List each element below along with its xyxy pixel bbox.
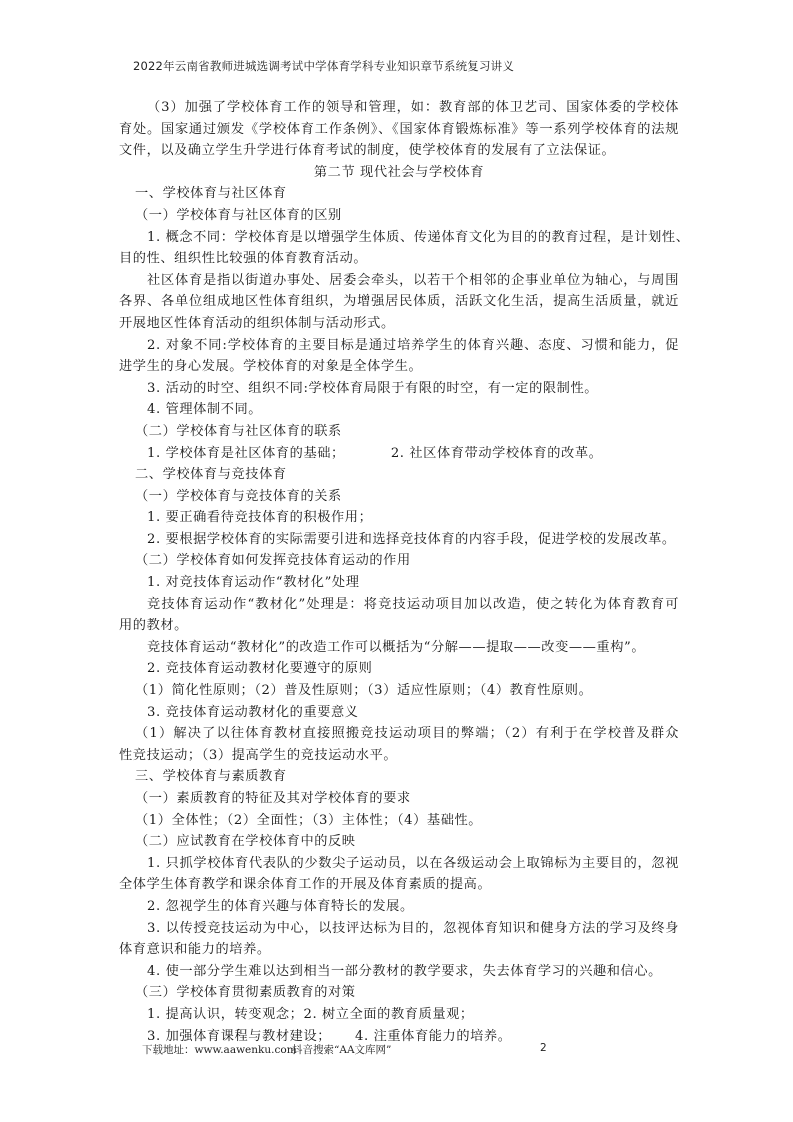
- paragraph-line: 1. 要正确看待竞技体育的积极作用；: [147, 510, 373, 526]
- paragraph-line: 4. 使一部分学生难以达到相当一部分教材的教学要求，失去体育学习的兴趣和信心。: [147, 963, 662, 979]
- paragraph-line: 3. 活动的时空、组织不同:学校体育局限于有限的时空，有一定的限制性。: [147, 380, 599, 396]
- heading-level-2: （一）素质教育的特征及其对学校体育的要求: [135, 791, 411, 806]
- paragraph-line: 1. 概念不同：学校体育是以增强学生体质、传递体育文化为目的的教育过程，是计划性、: [147, 229, 690, 245]
- page-number: 2: [540, 1042, 547, 1054]
- paragraph-line: 开展地区性体育活动的组织体制与活动形式。: [119, 315, 395, 331]
- paragraph-line: （3）加强了学校体育工作的领导和管理，如：教育部的体卫艺司、国家体委的学校体: [147, 100, 679, 115]
- list-item: 3. 加强体育课程与教材建设；: [147, 1028, 332, 1044]
- paragraph-line: 2. 忽视学生的体育兴趣与体育特长的发展。: [147, 898, 414, 914]
- section-title: 第二节 现代社会与学校体育: [313, 164, 485, 180]
- heading-level-1: 一、学校体育与社区体育: [135, 186, 287, 202]
- list-item: 1. 学校体育是社区体育的基础；: [147, 445, 345, 461]
- paragraph-line: [119, 443, 679, 465]
- paragraph-line: 各界、各单位组成地区性体育组织，为增强居民体质，活跃文化生活，提高生活质量，就近: [119, 294, 679, 310]
- paragraph-line: 用的教材。: [119, 618, 188, 634]
- paragraph-line: 文件，以及确立学生升学进行体育考试的制度，使学校体育的发展有了立法保证。: [119, 143, 616, 159]
- paragraph-line: 1. 提高认识，转变观念；2. 树立全面的教育质量观；: [147, 1006, 474, 1022]
- paragraph-line: 性竞技运动；（3）提高学生的竞技运动水平。: [119, 747, 398, 763]
- document-body: [119, 97, 690, 1047]
- paragraph-line: 1. 只抓学校体育代表队的少数尖子运动员，以在各级运动会上取锦标为主要目的，忽视: [147, 855, 679, 871]
- heading-level-2: （一）学校体育与社区体育的区别: [135, 207, 342, 223]
- paragraph-line: 体育意识和能力的培养。: [119, 942, 271, 958]
- paragraph-line: （1）全体性；（2）全面性；（3）主体性；（4）基础性。: [135, 812, 483, 828]
- paragraph-line: 目的性、组织性比较强的体育教育活动。: [119, 251, 368, 267]
- paragraph-line: 社区体育是指以街道办事处、居委会牵头，以若干个相邻的企事业单位为轴心，与周围: [147, 272, 679, 288]
- paragraph-line: （1）解决了以往体育教材直接照搬竞技运动项目的弊端；（2）有利于在学校普及群众: [135, 726, 679, 742]
- heading-level-2: （一）学校体育与竞技体育的关系: [135, 488, 342, 504]
- paragraph-line: 2. 要根据学校体育的实际需要引进和选择竞技体育的内容手段，促进学校的发展改革。: [147, 531, 676, 547]
- paragraph-line: 3. 竞技体育运动教材化的重要意义: [147, 704, 359, 720]
- paragraph-line: 3. 以传授竞技运动为中心，以技评达标为目的，忽视体育知识和健身方法的学习及终身: [147, 920, 679, 936]
- paragraph-line: 育处。国家通过颁发《学校体育工作条例》、《国家体育锻炼标准》等一系列学校体育的法规: [119, 121, 679, 137]
- heading-level-2: （二）学校体育如何发挥竞技体育运动的作用: [135, 553, 411, 569]
- page-header: 2022年云南省教师进城选调考试中学体育学科专业知识章节系统复习讲义: [133, 59, 515, 73]
- paragraph-line: 1. 对竞技体育运动作“教材化”处理: [147, 575, 360, 591]
- paragraph-line: 全体学生体育教学和课余体育工作的开展及体育素质的提高。: [119, 877, 492, 893]
- heading-level-2: （三）学校体育贯彻素质教育的对策: [135, 985, 356, 1001]
- paragraph-line: 进学生的身心发展。学校体育的对象是全体学生。: [119, 359, 423, 375]
- paragraph-line: 2. 对象不同:学校体育的主要目标是通过培养学生的体育兴趣、态度、习惯和能力，促: [147, 337, 679, 353]
- paragraph-line: 竞技体育运动作“教材化”处理是：将竞技运动项目加以改造，使之转化为体育教育可: [147, 596, 679, 612]
- heading-level-2: （二）学校体育与社区体育的联系: [135, 423, 342, 439]
- douyin-search-hint: 抖音搜索“AA文库网”: [292, 1044, 392, 1056]
- heading-level-1: 二、学校体育与竞技体育: [135, 467, 287, 483]
- paragraph-line: 2. 竞技体育运动教材化要遵守的原则: [147, 661, 373, 677]
- paragraph-line: 竞技体育运动“教材化”的改造工作可以概括为“分解——提取——改变——重构”。: [147, 639, 646, 655]
- heading-level-2: （二）应试教育在学校体育中的反映: [135, 834, 356, 850]
- paragraph-line: 4. 管理体制不同。: [147, 402, 263, 418]
- paragraph-line: （1）简化性原则；（2）普及性原则；（3）适应性原则；（4）教育性原则。: [135, 683, 593, 699]
- list-item: 2. 社区体育带动学校体育的改革。: [390, 445, 603, 461]
- list-item: 4. 注重体育能力的培养。: [355, 1028, 512, 1044]
- heading-level-1: 三、学校体育与素质教育: [135, 769, 287, 785]
- download-link[interactable]: 下载地址：www.aawenku.com: [142, 1044, 297, 1056]
